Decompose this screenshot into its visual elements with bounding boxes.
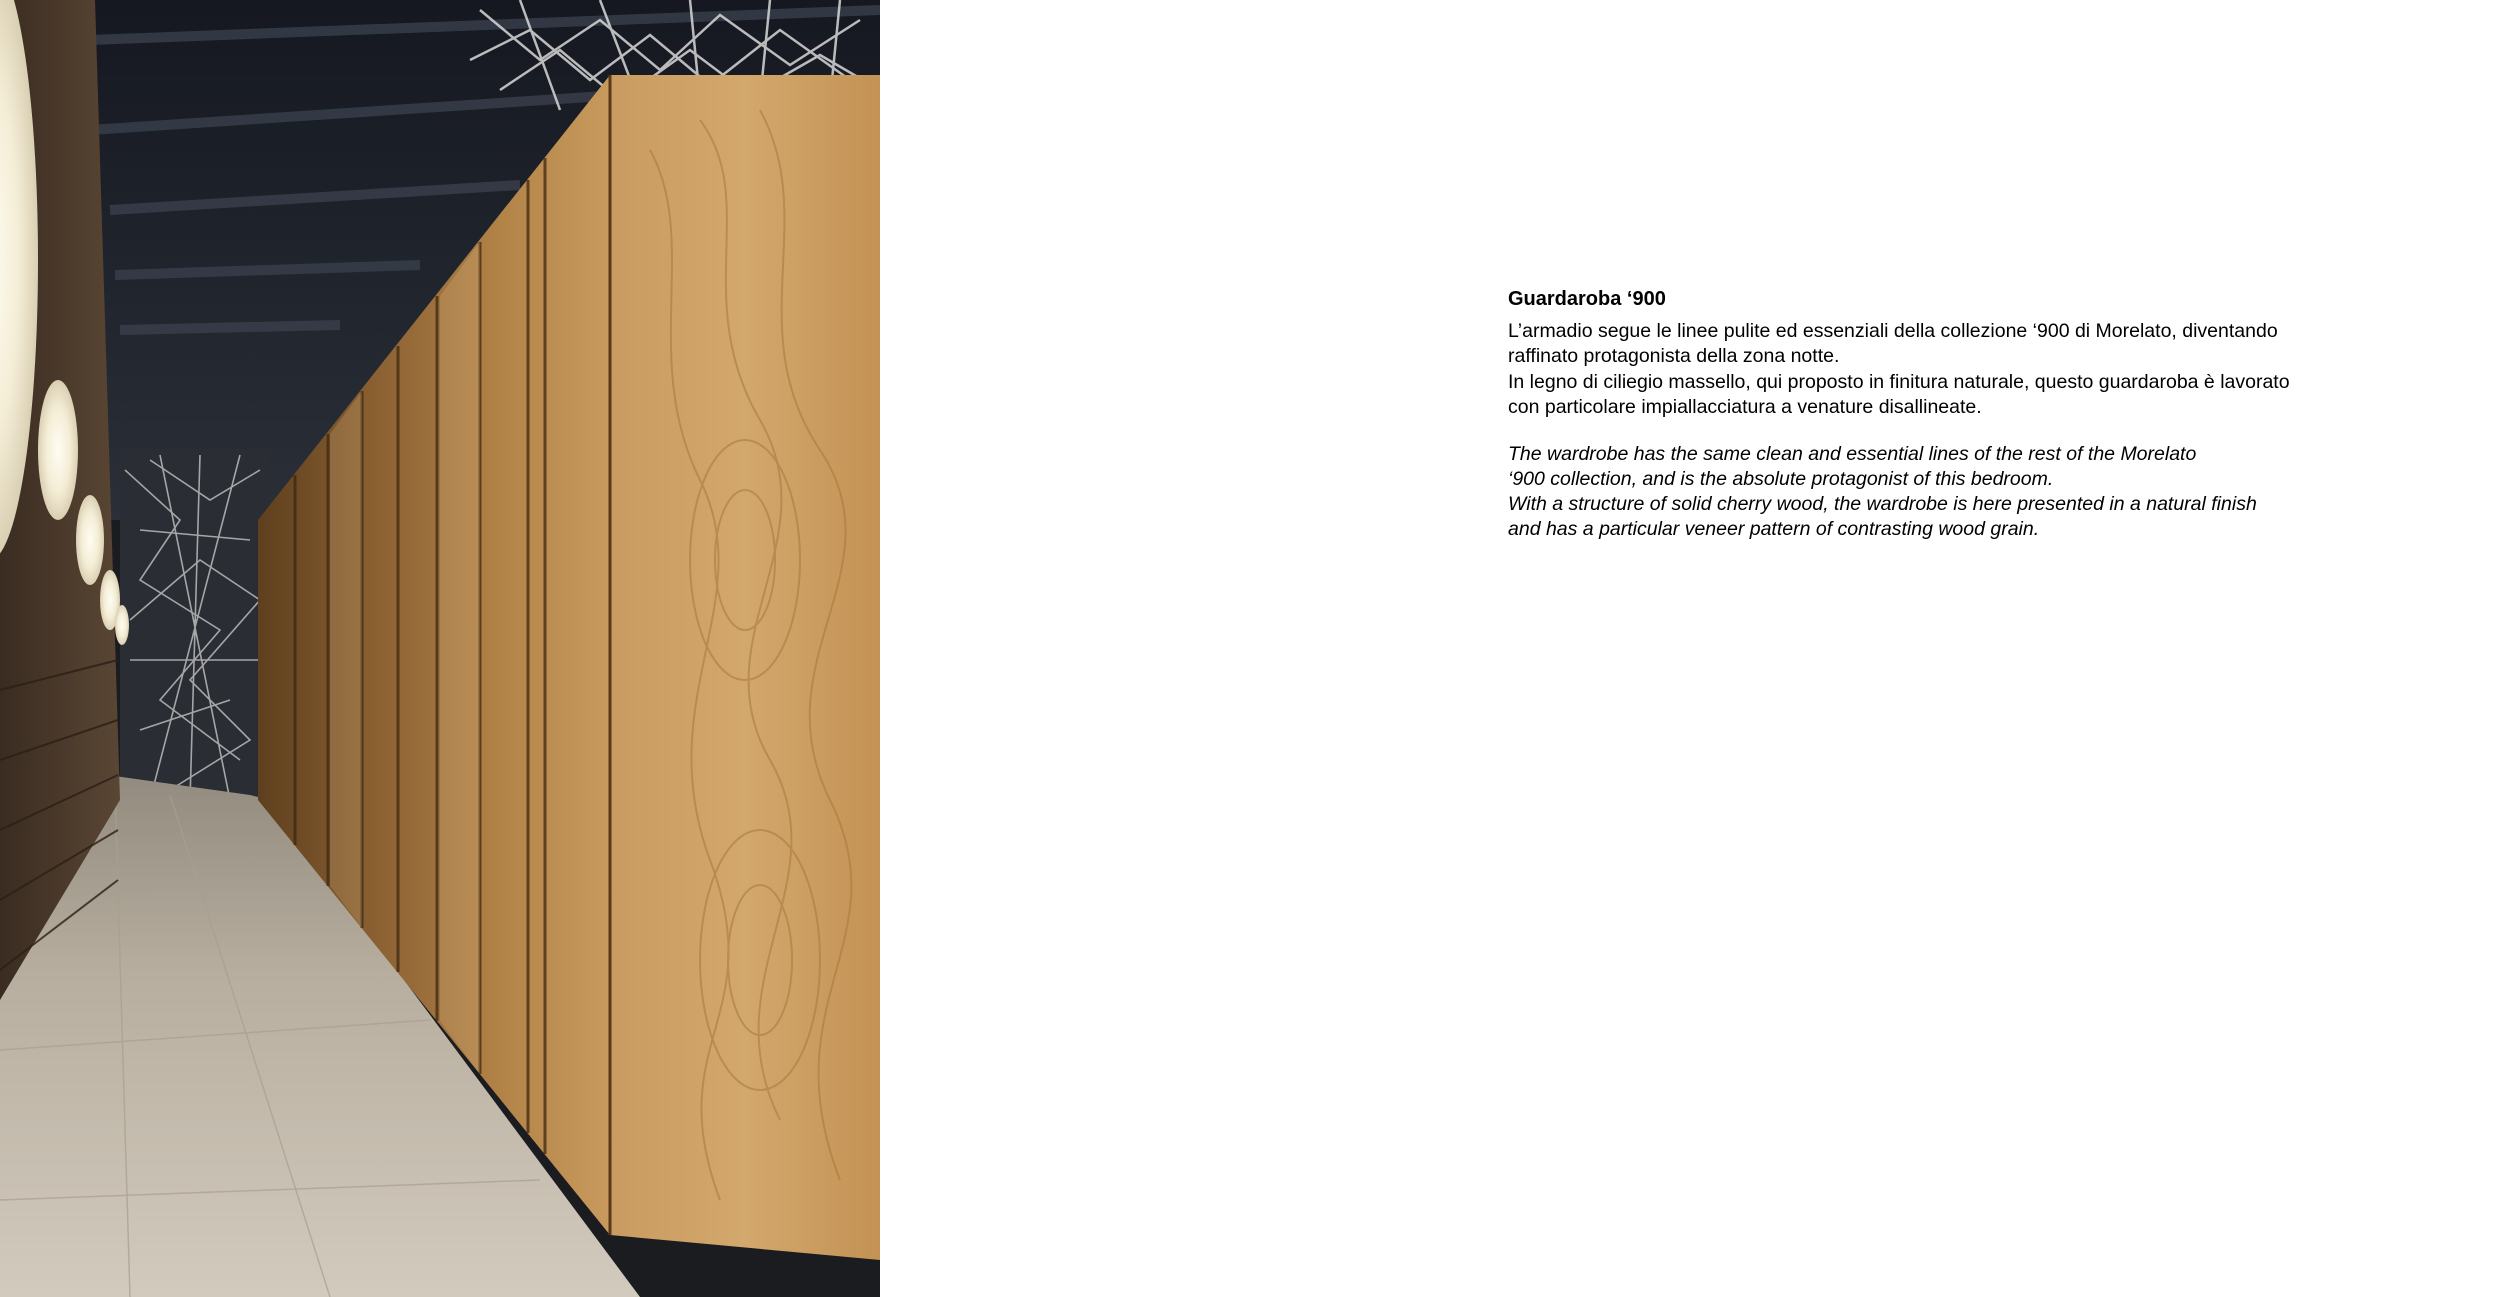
english-description: The wardrobe has the same clean and essential lines of the rest of the Morelato ‘900 collection, and is the absolute protagonist of this bedroom. With a structure of solid cherry wood, the wardrobe is here presented in a natural finish and has a particular veneer pattern of contrasting wood grain. <box>1508 443 2257 540</box>
product-title: Guardaroba ‘900 <box>1508 288 1666 310</box>
wardrobe-photo <box>0 0 880 1297</box>
italian-paragraph-2: In legno di ciliegio massello, qui proposto in finitura naturale, questo guardaroba è lavorato con particolare impiallacciatura a venature disallineate. <box>1508 371 2290 418</box>
italian-paragraph-1: L’armadio segue le linee pulite ed essenziali della collezione ‘900 di Morelato, diventando raffinato protagonista della zona notte. <box>1508 320 2278 367</box>
wardrobe-photo-illustration <box>0 0 880 1297</box>
description-block <box>1508 286 2408 542</box>
